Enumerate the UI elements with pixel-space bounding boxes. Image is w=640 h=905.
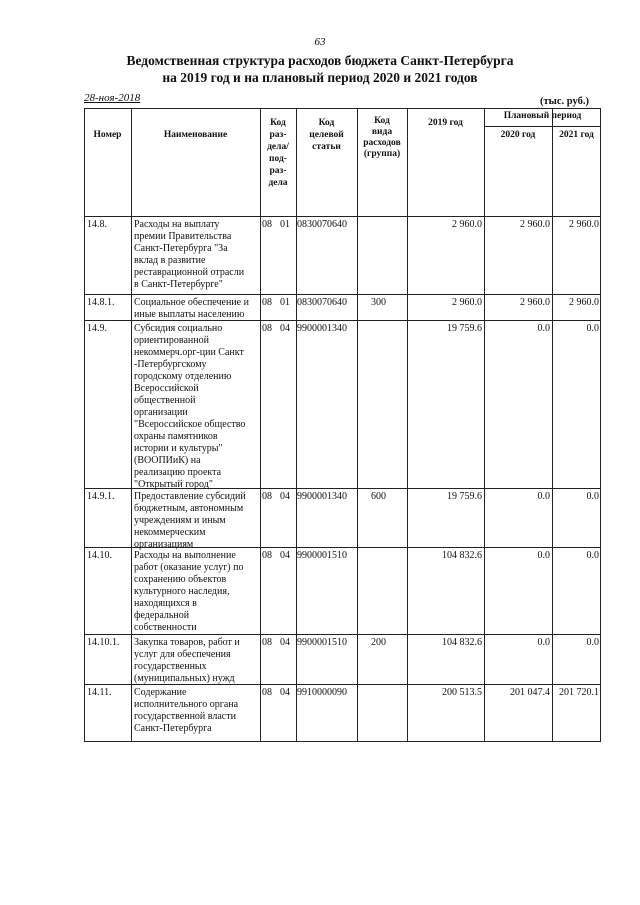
row-name-line: иные выплаты населению xyxy=(134,309,245,320)
row-name-line: в Санкт-Петербурге" xyxy=(134,279,223,290)
row-value-2019: 104 832.6 xyxy=(442,637,482,648)
planned-period-divider xyxy=(484,126,601,127)
row-value-2021: 2 960.0 xyxy=(569,219,599,230)
row-section-code: 08 xyxy=(262,219,272,230)
row-number: 14.9. xyxy=(87,323,107,334)
row-name-line: Расходы на выполнение xyxy=(134,550,236,561)
row-name-line: находящихся в xyxy=(134,598,197,609)
header-target-code: целевой xyxy=(309,130,344,140)
row-value-2019: 2 960.0 xyxy=(452,219,482,230)
row-value-2021: 0.0 xyxy=(586,491,599,502)
row-name-line: бюджетным, автономным xyxy=(134,503,244,514)
table-right-border xyxy=(600,108,601,742)
row-number: 14.10. xyxy=(87,550,112,561)
units-label: (тыс. руб.) xyxy=(540,96,589,107)
header-number: Номер xyxy=(93,130,122,140)
row-value-2020: 2 960.0 xyxy=(520,219,550,230)
row-name-line: (муниципальных) нужд xyxy=(134,673,235,684)
row-value-2021: 201 720.1 xyxy=(559,687,599,698)
row-divider xyxy=(84,634,601,635)
header-section-code: раз- xyxy=(269,130,287,140)
row-target-code: 9910000090 xyxy=(297,687,347,698)
row-target-code: 9900001510 xyxy=(297,550,347,561)
header-section-code: под- xyxy=(269,154,287,164)
budget-table xyxy=(84,108,601,742)
row-value-2020: 2 960.0 xyxy=(520,297,550,308)
row-expense-code: 300 xyxy=(371,297,386,308)
row-subsection-code: 04 xyxy=(280,550,290,561)
row-number: 14.9.1. xyxy=(87,491,115,502)
header-planned-period: Плановый период xyxy=(503,111,582,121)
title-line-2: на 2019 год и на плановый период 2020 и 2021 годов xyxy=(162,70,478,85)
row-name-line: -Петербургскому xyxy=(134,359,207,370)
row-subsection-code: 04 xyxy=(280,637,290,648)
row-name-line: Санкт-Петербурга xyxy=(134,723,212,734)
row-name-line: вклад в развитие xyxy=(134,255,206,266)
row-name-line: Закупка товаров, работ и xyxy=(134,637,240,648)
row-target-code: 9900001340 xyxy=(297,323,347,334)
row-value-2019: 19 759.6 xyxy=(447,491,482,502)
row-value-2020: 201 047.4 xyxy=(510,687,550,698)
row-name-line: ориентированной xyxy=(134,335,209,346)
row-section-code: 08 xyxy=(262,491,272,502)
header-bottom-border xyxy=(84,216,601,217)
row-name-line: Социальное обеспечение и xyxy=(134,297,249,308)
row-subsection-code: 04 xyxy=(280,323,290,334)
row-number: 14.10.1. xyxy=(87,637,120,648)
row-value-2021: 0.0 xyxy=(586,550,599,561)
row-name-line: реализацию проекта xyxy=(134,467,222,478)
header-expense-code: расходов xyxy=(363,138,401,148)
page-number: 63 xyxy=(314,36,326,48)
row-name-line: истории и культуры" xyxy=(134,443,223,454)
row-name-line: Расходы на выплату xyxy=(134,219,220,230)
row-target-code: 0830070640 xyxy=(297,219,347,230)
row-name-line: федеральной xyxy=(134,610,190,621)
row-target-code: 9900001340 xyxy=(297,491,347,502)
row-name-line: услуг для обеспечения xyxy=(134,649,231,660)
row-name-line: Всероссийской xyxy=(134,383,199,394)
row-section-code: 08 xyxy=(262,297,272,308)
row-value-2019: 19 759.6 xyxy=(447,323,482,334)
row-value-2020: 0.0 xyxy=(537,491,550,502)
header-expense-code: вида xyxy=(371,127,393,137)
row-value-2019: 2 960.0 xyxy=(452,297,482,308)
row-subsection-code: 04 xyxy=(280,687,290,698)
header-year-2020: 2020 год xyxy=(500,130,536,140)
table-left-border xyxy=(84,108,85,742)
row-name-line: государственных xyxy=(134,661,207,672)
header-target-code: статьи xyxy=(312,142,341,152)
row-name-line: общественной xyxy=(134,395,196,406)
row-name-line: работ (оказание услуг) по xyxy=(134,562,244,573)
row-name-line: учреждениям и иным xyxy=(134,515,226,526)
row-name-line: организации xyxy=(134,407,188,418)
row-value-2019: 200 513.5 xyxy=(442,687,482,698)
row-value-2021: 2 960.0 xyxy=(569,297,599,308)
row-name-line: "Всероссийское общество xyxy=(134,419,246,430)
header-target-code: Код xyxy=(318,118,335,128)
row-section-code: 08 xyxy=(262,550,272,561)
row-section-code: 08 xyxy=(262,687,272,698)
header-year-2019: 2019 год xyxy=(428,118,463,128)
row-name-line: организациям xyxy=(134,539,194,550)
row-section-code: 08 xyxy=(262,637,272,648)
row-expense-code: 200 xyxy=(371,637,386,648)
header-section-code: дела xyxy=(268,178,288,188)
document-title xyxy=(0,52,640,86)
row-name-line: Санкт-Петербурга "За xyxy=(134,243,228,254)
row-expense-code: 600 xyxy=(371,491,386,502)
row-number: 14.11. xyxy=(87,687,112,698)
row-name-line: премии Правительства xyxy=(134,231,232,242)
row-name-line: "Открытый город" xyxy=(134,479,213,490)
row-section-code: 08 xyxy=(262,323,272,334)
table-top-border xyxy=(84,108,601,109)
row-value-2019: 104 832.6 xyxy=(442,550,482,561)
row-subsection-code: 01 xyxy=(280,297,290,308)
header-section-code: раз- xyxy=(269,166,287,176)
row-value-2020: 0.0 xyxy=(537,637,550,648)
header-expense-code: Код xyxy=(374,116,390,126)
row-name-line: некоммерческим xyxy=(134,527,206,538)
row-name-line: Субсидия социально xyxy=(134,323,223,334)
row-name-line: сохранению объектов xyxy=(134,574,227,585)
row-name-line: городскому отделению xyxy=(134,371,232,382)
row-number: 14.8.1. xyxy=(87,297,115,308)
row-name-line: государственной власти xyxy=(134,711,236,722)
row-subsection-code: 01 xyxy=(280,219,290,230)
row-name-line: некоммерч.орг-ции Санкт xyxy=(134,347,244,358)
header-year-2021: 2021 год xyxy=(559,130,594,140)
column-divider xyxy=(131,108,132,742)
row-name-line: Предоставление субсидий xyxy=(134,491,246,502)
column-divider xyxy=(260,108,261,742)
row-name-line: исполнительного органа xyxy=(134,699,239,710)
row-value-2021: 0.0 xyxy=(586,323,599,334)
row-name-line: Содержание xyxy=(134,687,187,698)
table-bottom-border xyxy=(84,741,601,742)
row-name-line: культурного наследия, xyxy=(134,586,230,597)
row-target-code: 0830070640 xyxy=(297,297,347,308)
header-section-code: Код xyxy=(270,118,286,128)
row-value-2021: 0.0 xyxy=(586,637,599,648)
row-name-line: собственности xyxy=(134,622,197,633)
document-date: 28-ноя-2018 xyxy=(84,92,141,104)
header-section-code: дела/ xyxy=(267,142,289,152)
row-subsection-code: 04 xyxy=(280,491,290,502)
row-divider xyxy=(84,294,601,295)
row-name-line: охраны памятников xyxy=(134,431,218,442)
row-value-2020: 0.0 xyxy=(537,550,550,561)
column-divider xyxy=(357,108,358,742)
row-number: 14.8. xyxy=(87,219,107,230)
header-name: Наименование xyxy=(163,130,228,140)
row-target-code: 9900001510 xyxy=(297,637,347,648)
row-value-2020: 0.0 xyxy=(537,323,550,334)
row-name-line: реставрационной отрасли xyxy=(134,267,245,278)
row-name-line: (ВООПИиК) на xyxy=(134,455,201,466)
title-line-1: Ведомственная структура расходов бюджета Санкт-Петербурга xyxy=(126,53,514,68)
header-expense-code: (группа) xyxy=(363,149,401,159)
